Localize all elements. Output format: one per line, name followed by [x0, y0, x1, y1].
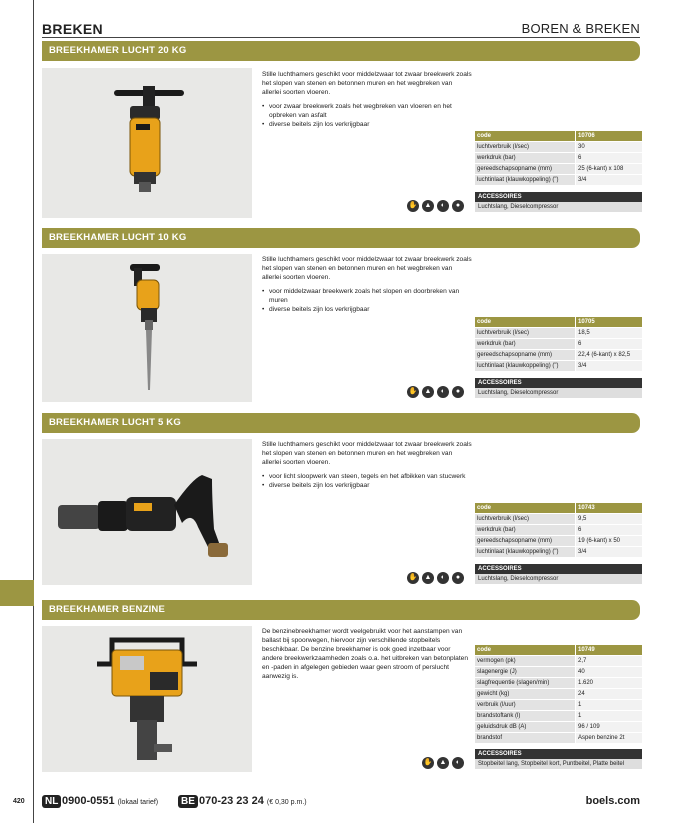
page-chapter-title: BOREN & BREKEN [521, 21, 640, 36]
spec-row: werkdruk (bar) 6 [475, 339, 642, 350]
ear-protection-icon: ◐ [437, 572, 449, 584]
ear-protection-icon: ◐ [437, 200, 449, 212]
accessories-box [475, 192, 642, 212]
accessories-list: Luchtslang, Dieselcompressor [475, 202, 642, 212]
accessories-heading: ACCESSOIRES [475, 192, 642, 202]
feature-bullet: • voor middelzwaar breekwerk zoals het slopen en doorbreken van muren [262, 287, 472, 305]
product-title-bar: BREEKHAMER LUCHT 5 KG [42, 413, 640, 433]
description-text: Stille luchthamers geschikt voor middelzwaar tot zwaar breekwerk zoals het slopen van stenen en betonnen muren en het wegbreken van allerlei soorten vloeren. [262, 256, 472, 281]
website-link[interactable]: boels.com [585, 795, 640, 807]
feature-bullet: • voor licht sloopwerk van steen, tegels en het afbikken van stucwerk [262, 472, 472, 481]
product-description [262, 70, 472, 129]
product-title-bar: BREEKHAMER BENZINE [42, 600, 640, 620]
spec-row-code: code 10705 [475, 317, 642, 328]
spec-row: slagenergie (J) 40 [475, 667, 642, 678]
safety-icons [407, 572, 464, 585]
spec-row: luchtverbruik (l/sec) 30 [475, 142, 642, 153]
spec-row: verbruik (l/uur) 1 [475, 700, 642, 711]
spec-row: gereedschapsopname (mm) 25 (6-kant) x 108 [475, 164, 642, 175]
page-footer [0, 795, 676, 809]
spec-row: gereedschapsopname (mm) 22,4 (6-kant) x 82,5 [475, 350, 642, 361]
spec-table [475, 645, 642, 744]
description-text: Stille luchthamers geschikt voor middelzwaar tot zwaar breekwerk zoals het slopen van stenen en betonnen muren en het wegbreken van allerlei soorten vloeren. [262, 441, 472, 466]
accessories-list: Stopbeitel lang, Stopbeitel kort, Puntbeitel, Platte beitel [475, 759, 642, 769]
spec-row: slagfrequentie (slagen/min) 1.620 [475, 678, 642, 689]
accessories-list: Luchtslang, Dieselcompressor [475, 388, 642, 398]
feature-bullet: • diverse beitels zijn los verkrijgbaar [262, 481, 472, 490]
product-photo [42, 68, 252, 218]
spec-row: gereedschapsopname (mm) 19 (6-kant) x 50 [475, 536, 642, 547]
safety-icons [407, 386, 464, 399]
product-description [262, 440, 472, 490]
spec-row: vermogen (pk) 2,7 [475, 656, 642, 667]
accessories-heading: ACCESSOIRES [475, 564, 642, 574]
be-phone-number: 070-23 23 24 [199, 795, 264, 807]
product-title-bar: BREEKHAMER LUCHT 10 KG [42, 228, 640, 248]
section-tab-marker [0, 580, 34, 606]
accessories-box [475, 564, 642, 584]
be-rate-note: (€ 0,30 p.m.) [266, 799, 307, 806]
ear-protection-icon: ◐ [437, 386, 449, 398]
feature-bullet: • diverse beitels zijn los verkrijgbaar [262, 305, 472, 314]
safety-boot-icon: ▲ [422, 572, 434, 584]
nl-phone-number: 0900-0551 [62, 795, 115, 807]
safety-glasses-icon: ● [452, 572, 464, 584]
spec-row: geluidsdruk dB (A) 96 / 109 [475, 722, 642, 733]
margin-rule [33, 0, 34, 823]
spec-row: werkdruk (bar) 6 [475, 525, 642, 536]
feature-bullet: • voor zwaar breekwerk zoals het wegbreken van vloeren en het opbreken van asfalt [262, 102, 472, 120]
be-phone [199, 795, 307, 809]
spec-row-code: code 10743 [475, 503, 642, 514]
spec-table [475, 317, 642, 372]
product-photo [42, 254, 252, 402]
product-photo [42, 626, 252, 772]
spec-row: brandstoftank (l) 1 [475, 711, 642, 722]
accessories-heading: ACCESSOIRES [475, 378, 642, 388]
spec-row: luchtverbruik (l/sec) 18,5 [475, 328, 642, 339]
description-text: De benzinebreekhamer wordt veelgebruikt voor het aanstampen van ballast bij spoorwegen, hiervoor zijn verschillende stopbeitels beschikbaar. De benzine breekhamer is ook goed inzetbaar voor andere breekwerkzaamheden zoals o.a. het uitbreken van betonplaten en -paden in afgelegen gebieden waar geen stroom of perslucht aanwezig is. [262, 628, 469, 680]
spec-row: luchtinlaat (klauwkoppeling) (") 3/4 [475, 361, 642, 372]
spec-row-code: code 10749 [475, 645, 642, 656]
spec-table [475, 131, 642, 186]
safety-boot-icon: ▲ [437, 757, 449, 769]
feature-bullet: • diverse beitels zijn los verkrijgbaar [262, 120, 472, 129]
safety-glasses-icon: ● [452, 386, 464, 398]
accessories-box [475, 378, 642, 398]
gloves-icon: ✋ [407, 386, 419, 398]
safety-icons [422, 757, 464, 770]
gloves-icon: ✋ [407, 572, 419, 584]
spec-row: luchtinlaat (klauwkoppeling) (") 3/4 [475, 175, 642, 186]
safety-boot-icon: ▲ [422, 386, 434, 398]
accessories-heading: ACCESSOIRES [475, 749, 642, 759]
product-description [262, 627, 472, 686]
safety-glasses-icon: ● [452, 200, 464, 212]
ear-protection-icon: ◐ [452, 757, 464, 769]
product-photo [42, 439, 252, 585]
gloves-icon: ✋ [422, 757, 434, 769]
safety-icons [407, 200, 464, 213]
page-category-title: BREKEN [42, 21, 103, 37]
spec-row: werkdruk (bar) 6 [475, 153, 642, 164]
page-number: 420 [13, 798, 25, 805]
nl-phone [62, 795, 158, 809]
nl-rate-note: (lokaal tarief) [117, 799, 159, 806]
gloves-icon: ✋ [407, 200, 419, 212]
spec-row: luchtverbruik (l/sec) 9,5 [475, 514, 642, 525]
spec-row: luchtinlaat (klauwkoppeling) (") 3/4 [475, 547, 642, 558]
safety-boot-icon: ▲ [422, 200, 434, 212]
nl-badge: NL [42, 795, 61, 808]
description-text: Stille luchthamers geschikt voor middelzwaar tot zwaar breekwerk zoals het slopen van stenen en betonnen muren en het wegbreken van allerlei soorten vloeren. [262, 71, 472, 96]
product-title-bar: BREEKHAMER LUCHT 20 KG [42, 41, 640, 61]
spec-table [475, 503, 642, 558]
spec-row-code: code 10706 [475, 131, 642, 142]
product-description [262, 255, 472, 314]
be-badge: BE [178, 795, 198, 808]
spec-row: brandstof Aspen benzine 2t [475, 733, 642, 744]
accessories-box [475, 749, 642, 769]
spec-row: gewicht (kg) 24 [475, 689, 642, 700]
accessories-list: Luchtslang, Dieselcompressor [475, 574, 642, 584]
header-divider [42, 37, 640, 38]
